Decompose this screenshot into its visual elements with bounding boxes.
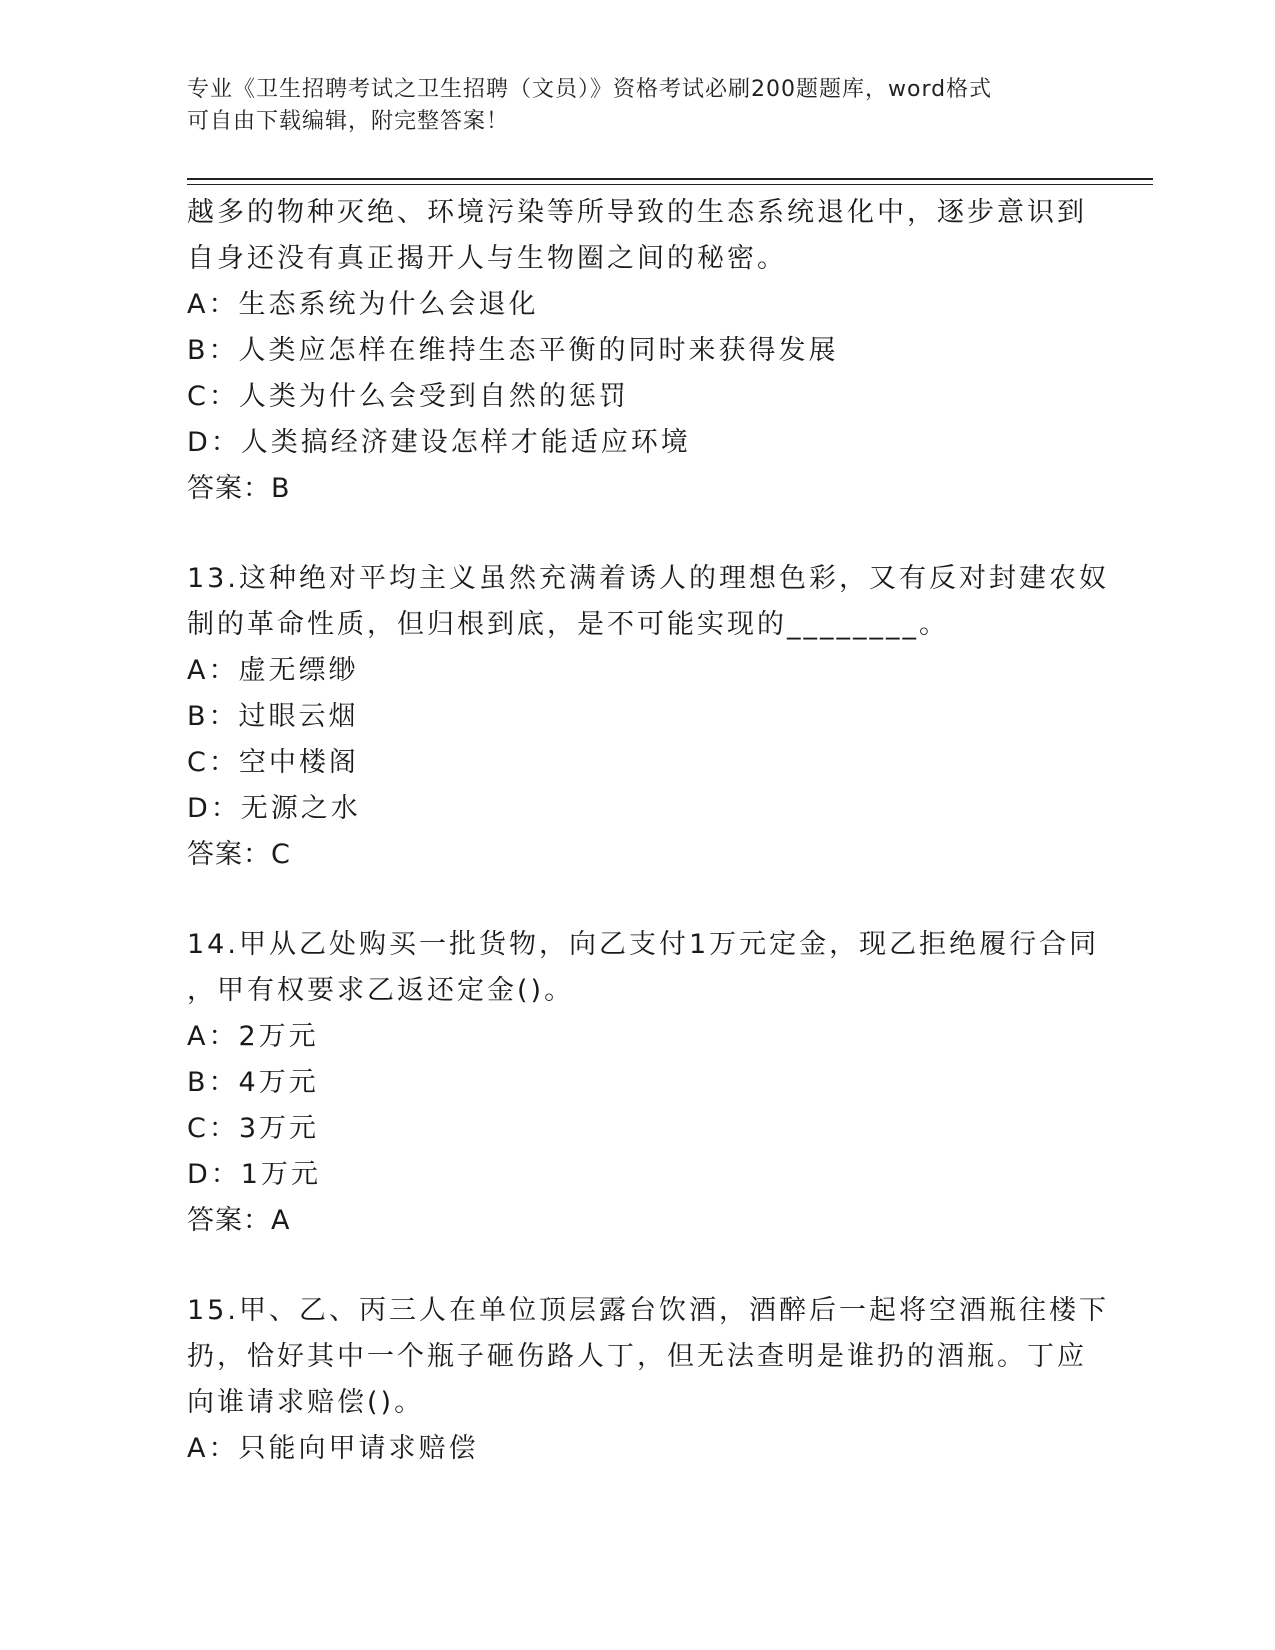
option-b: B：4万元 bbox=[187, 1067, 319, 1098]
spacer bbox=[187, 1244, 1087, 1288]
option-d: D：无源之水 bbox=[187, 793, 361, 824]
question-stem: 自身还没有真正揭开人与生物圈之间的秘密。 bbox=[187, 243, 787, 274]
question-12 bbox=[187, 190, 1087, 512]
spacer bbox=[187, 878, 1087, 922]
question-stem: 14.甲从乙处购买一批货物，向乙支付1万元定金，现乙拒绝履行合同 bbox=[187, 929, 1100, 960]
option-a: A：虚无缥缈 bbox=[187, 655, 359, 686]
question-stem: 15.甲、乙、丙三人在单位顶层露台饮酒，酒醉后一起将空酒瓶往楼下 bbox=[187, 1295, 1109, 1326]
header-line-1: 专业《卫生招聘考试之卫生招聘（文员）》资格考试必刷200题题库，word格式 bbox=[187, 77, 993, 102]
option-d: D：人类搞经济建设怎样才能适应环境 bbox=[187, 427, 691, 458]
option-b: B：过眼云烟 bbox=[187, 701, 359, 732]
option-d: D：1万元 bbox=[187, 1159, 321, 1190]
question-stem: 制的革命性质，但归根到底，是不可能实现的________。 bbox=[187, 609, 949, 640]
question-stem: ，甲有权要求乙返还定金()。 bbox=[187, 975, 575, 1006]
answer-label: 答案：A bbox=[187, 1205, 291, 1236]
question-stem: 扔，恰好其中一个瓶子砸伤路人丁，但无法查明是谁扔的酒瓶。丁应 bbox=[187, 1341, 1087, 1372]
question-stem: 越多的物种灭绝、环境污染等所导致的生态系统退化中，逐步意识到 bbox=[187, 197, 1087, 228]
question-stem: 向谁请求赔偿()。 bbox=[187, 1387, 425, 1418]
option-c: C：人类为什么会受到自然的惩罚 bbox=[187, 381, 629, 412]
option-a: A：只能向甲请求赔偿 bbox=[187, 1433, 479, 1464]
header-line-2: 可自由下载编辑，附完整答案！ bbox=[187, 109, 510, 134]
answer-label: 答案：B bbox=[187, 473, 291, 504]
option-c: C：3万元 bbox=[187, 1113, 320, 1144]
question-stem: 13.这种绝对平均主义虽然充满着诱人的理想色彩，又有反对封建农奴 bbox=[187, 563, 1109, 594]
document-body bbox=[187, 190, 1109, 1472]
option-b: B：人类应怎样在维持生态平衡的同时来获得发展 bbox=[187, 335, 839, 366]
option-a: A：生态系统为什么会退化 bbox=[187, 289, 539, 320]
header-divider-thin bbox=[187, 184, 1153, 185]
option-c: C：空中楼阁 bbox=[187, 747, 359, 778]
header-divider-thick bbox=[187, 178, 1153, 180]
option-a: A：2万元 bbox=[187, 1021, 319, 1052]
answer-label: 答案：C bbox=[187, 839, 291, 870]
question-13 bbox=[187, 556, 1109, 878]
spacer bbox=[187, 512, 1087, 556]
question-15 bbox=[187, 1288, 1109, 1472]
document-header bbox=[187, 74, 1087, 138]
question-14 bbox=[187, 922, 1100, 1244]
